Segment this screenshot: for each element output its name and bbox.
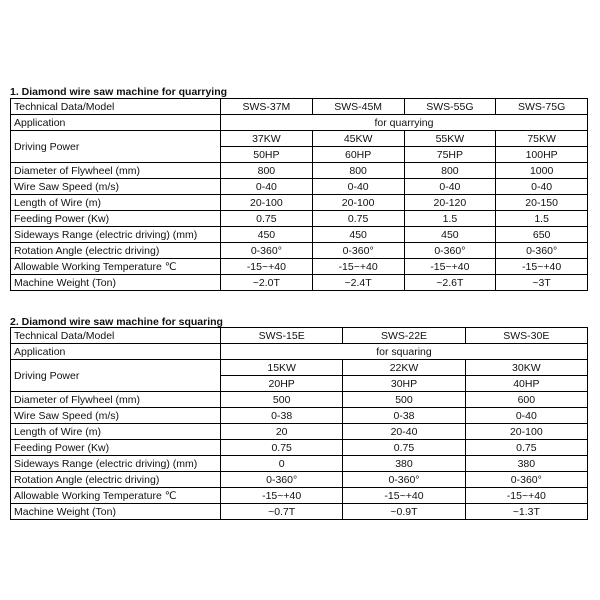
table-row xyxy=(11,211,588,227)
cell-value: 0-38 xyxy=(221,408,343,424)
cell-value: 600 xyxy=(465,392,587,408)
row-label: Diameter of Flywheel (mm) xyxy=(11,392,221,408)
row-label: Diameter of Flywheel (mm) xyxy=(11,163,221,179)
row-label: Wire Saw Speed (m/s) xyxy=(11,179,221,195)
cell-value: 800 xyxy=(312,163,404,179)
cell-value: 0-360° xyxy=(221,243,313,259)
cell-value: 0.75 xyxy=(312,211,404,227)
driving-power-hp: 50HP xyxy=(221,147,313,163)
driving-power-kw: 30KW xyxy=(465,360,587,376)
model-header: SWS-30E xyxy=(465,328,587,344)
cell-value: 380 xyxy=(465,456,587,472)
table-row xyxy=(11,275,588,291)
row-label: Rotation Angle (electric driving) xyxy=(11,243,221,259)
cell-value: ~0.9T xyxy=(343,504,465,520)
cell-value: 0-40 xyxy=(404,179,496,195)
cell-value: 500 xyxy=(221,392,343,408)
cell-value: 0-360° xyxy=(221,472,343,488)
quarrying-section-title: 1. Diamond wire saw machine for quarrying xyxy=(10,86,228,98)
table-row xyxy=(11,163,588,179)
table-row xyxy=(11,456,588,472)
driving-power-kw: 45KW xyxy=(312,131,404,147)
cell-value: 650 xyxy=(496,227,588,243)
driving-power-kw: 37KW xyxy=(221,131,313,147)
table-row xyxy=(11,424,588,440)
cell-value: -15~+40 xyxy=(404,259,496,275)
cell-value: 20-100 xyxy=(221,195,313,211)
cell-value: 0 xyxy=(221,456,343,472)
cell-value: ~2.4T xyxy=(312,275,404,291)
driving-power-hp: 30HP xyxy=(343,376,465,392)
cell-value: -15~+40 xyxy=(221,259,313,275)
row-label: Machine Weight (Ton) xyxy=(11,504,221,520)
driving-power-label: Driving Power xyxy=(11,360,221,392)
row-label: Allowable Working Temperature ℃ xyxy=(11,259,221,275)
quarrying-spec-table xyxy=(10,98,588,291)
row-label: Machine Weight (Ton) xyxy=(11,275,221,291)
cell-value: 450 xyxy=(312,227,404,243)
cell-value: ~3T xyxy=(496,275,588,291)
cell-value: 0-360° xyxy=(465,472,587,488)
row-label: Length of Wire (m) xyxy=(11,195,221,211)
table-row xyxy=(11,99,588,115)
cell-value: 0-40 xyxy=(496,179,588,195)
table-row xyxy=(11,259,588,275)
cell-value: -15~+40 xyxy=(343,488,465,504)
cell-value: ~1.3T xyxy=(465,504,587,520)
header-label: Technical Data/Model xyxy=(11,99,221,115)
cell-value: 20-120 xyxy=(404,195,496,211)
cell-value: 20 xyxy=(221,424,343,440)
table-row xyxy=(11,344,588,360)
cell-value: -15~+40 xyxy=(312,259,404,275)
cell-value: 1.5 xyxy=(404,211,496,227)
table-row xyxy=(11,488,588,504)
table-row xyxy=(11,392,588,408)
cell-value: 0.75 xyxy=(221,440,343,456)
cell-value: 20-40 xyxy=(343,424,465,440)
model-header: SWS-15E xyxy=(221,328,343,344)
row-label: Wire Saw Speed (m/s) xyxy=(11,408,221,424)
model-header: SWS-75G xyxy=(496,99,588,115)
driving-power-label: Driving Power xyxy=(11,131,221,163)
cell-value: 800 xyxy=(404,163,496,179)
cell-value: 0.75 xyxy=(221,211,313,227)
table-row xyxy=(11,504,588,520)
model-header: SWS-22E xyxy=(343,328,465,344)
row-label: Feeding Power (Kw) xyxy=(11,211,221,227)
table-row xyxy=(11,131,588,147)
squaring-section-title: 2. Diamond wire saw machine for squaring xyxy=(10,316,223,328)
header-label: Technical Data/Model xyxy=(11,328,221,344)
application-label: Application xyxy=(11,344,221,360)
cell-value: 800 xyxy=(221,163,313,179)
cell-value: ~2.6T xyxy=(404,275,496,291)
table-row xyxy=(11,115,588,131)
cell-value: ~0.7T xyxy=(221,504,343,520)
table-row xyxy=(11,408,588,424)
driving-power-hp: 100HP xyxy=(496,147,588,163)
driving-power-kw: 55KW xyxy=(404,131,496,147)
cell-value: 0.75 xyxy=(465,440,587,456)
table-row xyxy=(11,360,588,376)
table-row xyxy=(11,179,588,195)
application-label: Application xyxy=(11,115,221,131)
model-header: SWS-37M xyxy=(221,99,313,115)
cell-value: 20-150 xyxy=(496,195,588,211)
application-value: for squaring xyxy=(221,344,588,360)
table-row xyxy=(11,195,588,211)
driving-power-kw: 75KW xyxy=(496,131,588,147)
driving-power-hp: 75HP xyxy=(404,147,496,163)
driving-power-kw: 22KW xyxy=(343,360,465,376)
row-label: Feeding Power (Kw) xyxy=(11,440,221,456)
cell-value: 0-360° xyxy=(496,243,588,259)
row-label: Sideways Range (electric driving) (mm) xyxy=(11,456,221,472)
cell-value: 0-40 xyxy=(465,408,587,424)
cell-value: 450 xyxy=(404,227,496,243)
row-label: Allowable Working Temperature ℃ xyxy=(11,488,221,504)
cell-value: 500 xyxy=(343,392,465,408)
driving-power-hp: 60HP xyxy=(312,147,404,163)
model-header: SWS-45M xyxy=(312,99,404,115)
squaring-spec-table xyxy=(10,327,588,520)
cell-value: 20-100 xyxy=(312,195,404,211)
row-label: Sideways Range (electric driving) (mm) xyxy=(11,227,221,243)
driving-power-hp: 20HP xyxy=(221,376,343,392)
cell-value: 1.5 xyxy=(496,211,588,227)
cell-value: 0-360° xyxy=(312,243,404,259)
cell-value: -15~+40 xyxy=(496,259,588,275)
cell-value: -15~+40 xyxy=(465,488,587,504)
model-header: SWS-55G xyxy=(404,99,496,115)
row-label: Rotation Angle (electric driving) xyxy=(11,472,221,488)
driving-power-hp: 40HP xyxy=(465,376,587,392)
cell-value: 0-40 xyxy=(221,179,313,195)
cell-value: 1000 xyxy=(496,163,588,179)
cell-value: 0-38 xyxy=(343,408,465,424)
cell-value: 450 xyxy=(221,227,313,243)
cell-value: 0-360° xyxy=(404,243,496,259)
table-row xyxy=(11,472,588,488)
cell-value: 0.75 xyxy=(343,440,465,456)
table-row xyxy=(11,227,588,243)
cell-value: 0-40 xyxy=(312,179,404,195)
driving-power-kw: 15KW xyxy=(221,360,343,376)
cell-value: 380 xyxy=(343,456,465,472)
application-value: for quarrying xyxy=(221,115,588,131)
table-row xyxy=(11,440,588,456)
cell-value: -15~+40 xyxy=(221,488,343,504)
table-row xyxy=(11,328,588,344)
table-row xyxy=(11,243,588,259)
row-label: Length of Wire (m) xyxy=(11,424,221,440)
cell-value: 20-100 xyxy=(465,424,587,440)
cell-value: 0-360° xyxy=(343,472,465,488)
cell-value: ~2.0T xyxy=(221,275,313,291)
